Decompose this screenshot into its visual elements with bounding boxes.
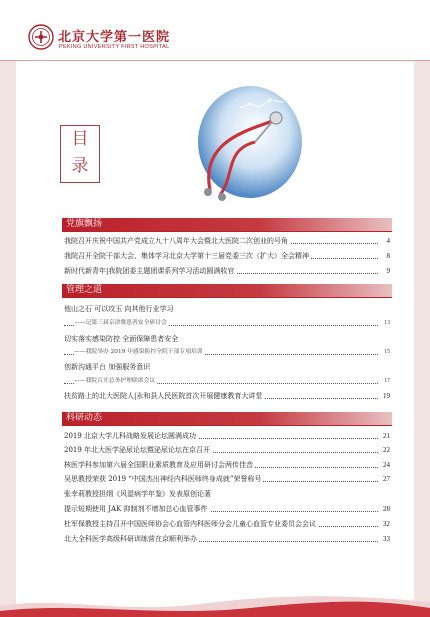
- hospital-name-en: PEKING UNIVERSITY FIRST HOSPITAL: [59, 44, 170, 50]
- toc-entry-subtitle[interactable]: [64, 375, 390, 387]
- toc-entry-title: 我院召开全院干部大会、集体学习北京大学第十三届党委三次（扩大）全会精神: [64, 252, 309, 260]
- section-heading-3: [62, 412, 392, 425]
- toc-entry[interactable]: [64, 430, 390, 442]
- bottom-wave-decoration: [0, 588, 430, 617]
- toc-entry-title: 新时代新青年|我院团委主题团课系列学习活动圆满收官: [64, 267, 235, 275]
- section-underline: [62, 297, 392, 298]
- toc-entry-page: 4: [378, 235, 390, 247]
- toc-entry-page: 32: [378, 518, 390, 530]
- toc-entry-title: 我院召开庆祝中国共产党成立九十八周年大会暨北大医院二次创业的号角: [64, 237, 288, 245]
- toc-entry-page: 8: [378, 250, 390, 262]
- toc-entry[interactable]: [64, 518, 390, 530]
- toc-entry[interactable]: [64, 390, 390, 402]
- toc-entry-page: 22: [378, 444, 390, 456]
- toc-entry-title: 吴思教授荣获 2019 “中国杰出神经内科医师终身成就”荣誉称号: [64, 475, 262, 483]
- toc-entry[interactable]: [64, 488, 390, 500]
- toc-entry[interactable]: [64, 333, 390, 345]
- toc-entry[interactable]: [64, 533, 390, 545]
- toc-entry-title: 北大全科医学高级科研训练营在京顺利举办: [64, 535, 197, 543]
- toc-entry-title: 切实落实感染防控 全面保障患者安全: [64, 335, 179, 343]
- toc-entry[interactable]: [64, 473, 390, 485]
- toc-entry-page: 24: [378, 459, 390, 471]
- toc-entry-page: 27: [378, 473, 390, 485]
- left-frame-band: [0, 61, 16, 617]
- toc-title-char-1: 目: [71, 129, 89, 149]
- section-heading-label: 科研动态: [66, 413, 103, 423]
- toc-entry-page: 19: [378, 390, 390, 402]
- toc-entry-page: 9: [378, 265, 390, 277]
- section-heading-label: 党旗飘扬: [66, 219, 103, 229]
- toc-entry-page: 28: [378, 503, 390, 515]
- toc-entry[interactable]: [64, 250, 390, 262]
- toc-entry-title: 杜军保教授主持召开中国医师协会心血管内科医师分会儿童心血管专业委员会会议: [64, 520, 316, 528]
- header-divider: [0, 60, 430, 61]
- toc-entry-page: 17: [378, 375, 390, 387]
- toc-entry-page: 21: [378, 430, 390, 442]
- hospital-name-cn: 北京大学第一医院: [58, 30, 171, 45]
- section-underline: [62, 231, 392, 232]
- toc-entry[interactable]: [64, 265, 390, 277]
- toc-entry-title: 2019 年北大医学泌尿论坛暨泌尿论坛在京召开: [64, 446, 211, 454]
- toc-entry[interactable]: [64, 361, 390, 373]
- toc-entry-subtitle[interactable]: [64, 317, 390, 329]
- section-heading-1: [62, 218, 392, 231]
- toc-title-char-2: 录: [71, 156, 89, 176]
- toc-entry[interactable]: [64, 303, 390, 315]
- stethoscope-illustration: [180, 80, 305, 210]
- toc-entry-title: ——我院召开总务护理联席会议: [74, 375, 157, 387]
- toc-entry-title: 创新沟通平台 加强服务意识: [64, 363, 151, 371]
- section-heading-label: 管理之道: [66, 285, 103, 295]
- toc-title: [60, 125, 100, 183]
- toc-entry[interactable]: [64, 459, 390, 471]
- toc-entry-title: 提示短期使用 JAK 抑制剂不增加总心血管事件: [64, 505, 208, 513]
- toc-entry-subtitle[interactable]: [64, 346, 390, 358]
- toc-entry-page: 15: [378, 346, 390, 358]
- toc-entry-title: 扶贫路上的北大医院人|永和县人民医院首次开展健康教育大讲堂: [64, 392, 263, 400]
- right-frame-band: [414, 61, 430, 617]
- toc-entry-title: 他山之石 可以攻玉 向其他行业学习: [64, 305, 174, 313]
- hospital-seal-icon: [28, 24, 54, 50]
- page-header: [0, 0, 430, 62]
- toc-entry-title: 张幸莉教授担纲《风湿病学年鉴》发表原创论著: [64, 490, 211, 498]
- toc-entry[interactable]: [64, 444, 390, 456]
- section-underline: [62, 425, 392, 426]
- toc-entry[interactable]: [64, 235, 390, 247]
- section-heading-2: [62, 284, 392, 297]
- toc-entry-page: 33: [378, 533, 390, 545]
- toc-entry[interactable]: [64, 503, 390, 515]
- toc-entry-title: 核医学科参加第六届全国职业素质教育及应用研讨会两传佳音: [64, 461, 253, 469]
- toc-entry-title: ——记第三届京津冀患者安全研讨会: [74, 317, 169, 329]
- toc-entry-page: 13: [378, 317, 390, 329]
- toc-entry-title: 2019 北京大学儿科战略发展论坛圆满成功: [64, 432, 197, 440]
- toc-entry-title: ——我院举办 2019 年感染防控全院干部专项培训: [74, 346, 205, 358]
